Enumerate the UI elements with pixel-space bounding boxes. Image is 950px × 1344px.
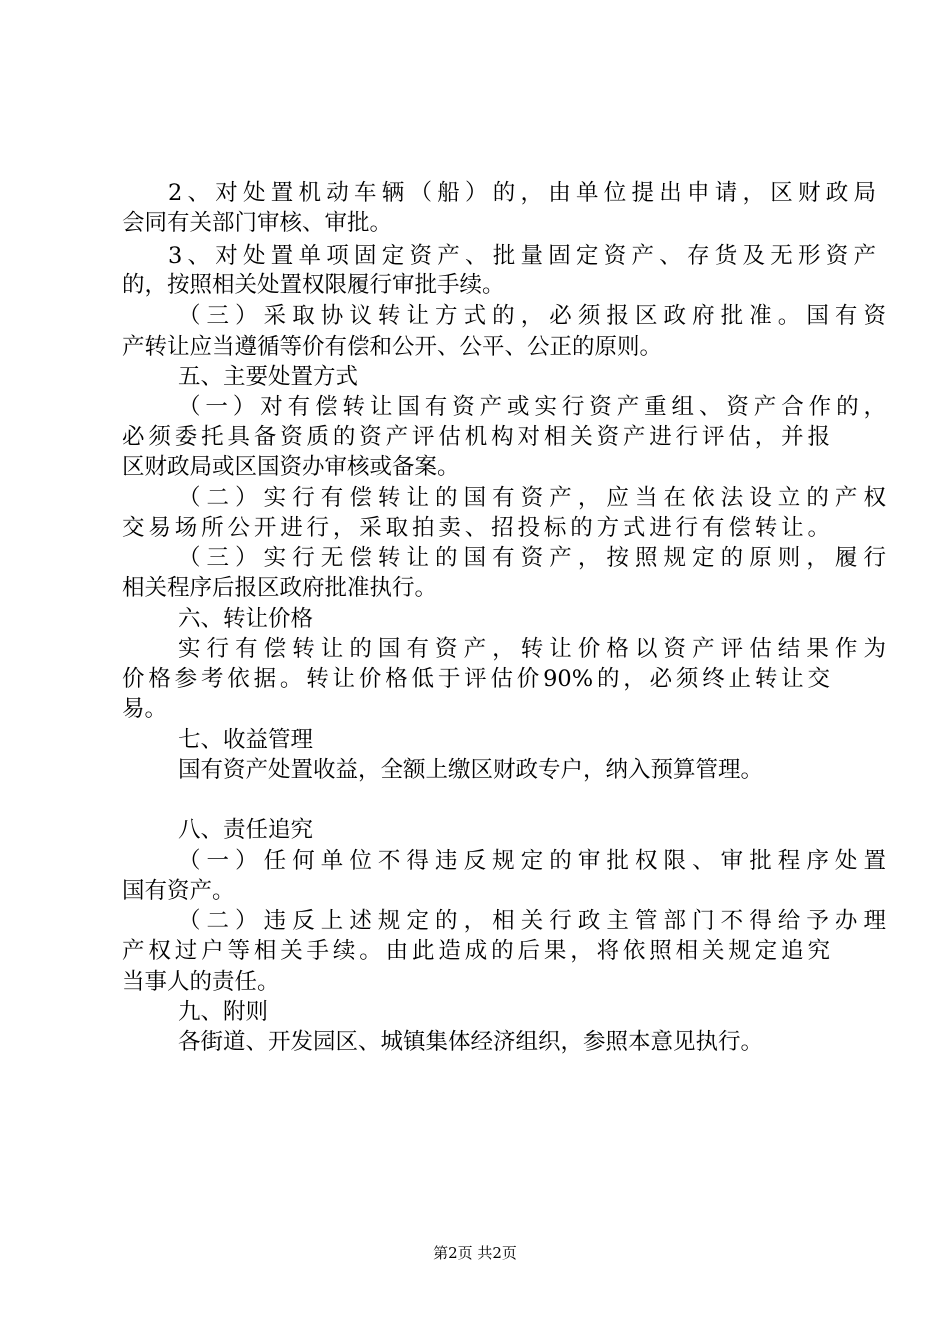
text-line: （三）实行无偿转让的国有资产，按照规定的原则，履行 <box>178 545 886 571</box>
text-line: 2、对处置机动车辆（船）的，由单位提出申请，区财政局 <box>168 180 876 206</box>
text-line: 产权过户等相关手续。由此造成的后果，将依照相关规定追究 <box>122 938 830 964</box>
text-line: 价格参考依据。转让价格低于评估价90%的，必须终止转让交 <box>122 666 830 692</box>
text-line: 实行有偿转让的国有资产，转让价格以资产评估结果作为 <box>178 636 886 662</box>
section-heading: 五、主要处置方式 <box>178 364 359 390</box>
text-line: （二）违反上述规定的，相关行政主管部门不得给予办理 <box>178 908 886 934</box>
text-line: 交易场所公开进行，采取拍卖、招投标的方式进行有偿转让。 <box>122 515 830 541</box>
text-line: 3、对处置单项固定资产、批量固定资产、存货及无形资产 <box>168 243 876 269</box>
section-heading: 九、附则 <box>178 999 269 1025</box>
section-heading: 六、转让价格 <box>178 606 314 632</box>
text-line: 产转让应当遵循等价有偿和公开、公平、公正的原则。 <box>122 334 663 360</box>
section-heading: 八、责任追究 <box>178 817 314 843</box>
text-line: 会同有关部门审核、审批。 <box>122 210 393 236</box>
text-line: （一）对有偿转让国有资产或实行资产重组、资产合作的， <box>178 394 886 420</box>
section-heading: 七、收益管理 <box>178 727 314 753</box>
page-number: 第2页 共2页 <box>433 1244 517 1262</box>
text-line: （三）采取协议转让方式的，必须报区政府批准。国有资 <box>178 303 886 329</box>
text-line: 区财政局或区国资办审核或备案。 <box>122 454 460 480</box>
text-line: 相关程序后报区政府批准执行。 <box>122 575 438 601</box>
text-line: 各街道、开发园区、城镇集体经济组织，参照本意见执行。 <box>178 1029 764 1055</box>
text-line: 国有资产处置收益，全额上缴区财政专户，纳入预算管理。 <box>178 757 764 783</box>
text-line: 国有资产。 <box>122 878 235 904</box>
text-line: 必须委托具备资质的资产评估机构对相关资产进行评估，并报 <box>122 424 830 450</box>
text-line: 易。 <box>122 696 168 722</box>
text-line: （一）任何单位不得违反规定的审批权限、审批程序处置 <box>178 848 886 874</box>
text-line: 的，按照相关处置权限履行审批手续。 <box>122 272 505 298</box>
text-line: （二）实行有偿转让的国有资产，应当在依法设立的产权 <box>178 485 886 511</box>
text-line: 当事人的责任。 <box>122 969 280 995</box>
